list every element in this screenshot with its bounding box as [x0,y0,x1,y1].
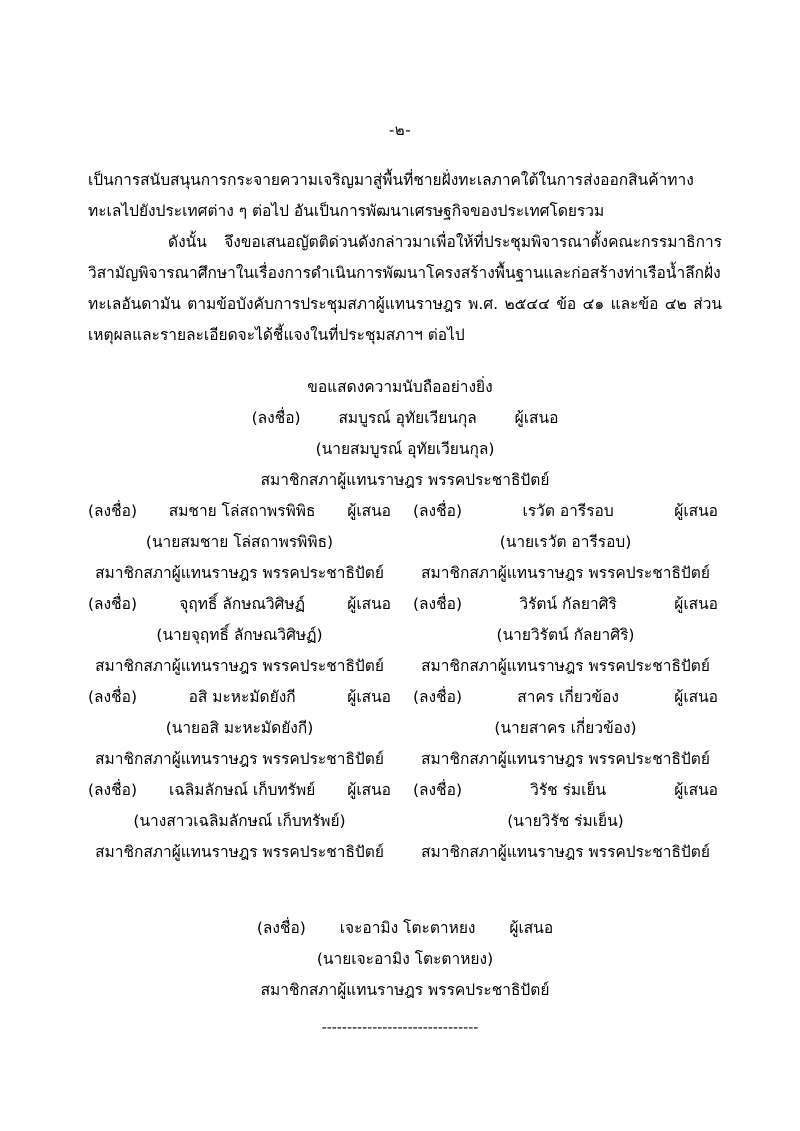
signature-row-4 [88,775,722,868]
final-signature-line [88,913,722,944]
signature-name: จุฤทธิ์ ลักษณวิศิษฏ์ [179,595,305,613]
signature-role: สมาชิกสภาผู้แทนราษฎร พรรคประชาธิปัตย์ [421,657,710,675]
signature-line [405,496,722,527]
signature-role: สมาชิกสภาผู้แทนราษฎร พรรคประชาธิปัตย์ [421,750,710,768]
signature-name: สมบูรณ์ อุทัยเวียนกุล [338,409,477,427]
proposer-label: ผู้เสนอ [347,781,391,799]
lead-signature-role: สมาชิกสภาผู้แทนราษฎร พรรคประชาธิปัตย์ [260,471,550,489]
signature-name: สมชาย โล่สถาพรพิพิธ [168,502,316,520]
body-text [88,165,722,351]
signature-role: สมาชิกสภาผู้แทนราษฎร พรรคประชาธิปัตย์ [95,843,384,861]
signature-name: วิรัตน์ กัลยาศิริ [519,595,617,613]
signature-fullname: (นางสาวเฉลิมลักษณ์ เก็บทรัพย์) [133,812,346,830]
final-signature-fullname: (นายเจะอามิง โตะตาหยง) [316,950,494,968]
signature-row-1 [88,496,722,589]
signature-row-2 [88,589,722,682]
lead-signature-line [88,403,722,434]
signature-fullname: (นายสาคร เกี่ยวข้อง) [494,719,637,737]
signature-role: สมาชิกสภาผู้แทนราษฎร พรรคประชาธิปัตย์ [421,564,710,582]
lead-signature-fullname: (นายสมบูรณ์ อุทัยเวียนกุล) [315,440,495,458]
signature-name: สาคร เกี่ยวข้อง [517,688,619,706]
signature-line [405,775,722,806]
proposer-label: ผู้เสนอ [674,502,718,520]
lead-signature-block [88,403,722,496]
signature-line [88,682,405,713]
signature-fullname: (นายวิรัตน์ กัลยาศิริ) [496,626,635,644]
signature-fullname: (นายสมชาย โล่สถาพรพิพิธ) [145,533,334,551]
proposer-label: ผู้เสนอ [674,781,718,799]
signature-fullname: (นายเรวัต อารีรอบ) [499,533,632,551]
signature-name: เฉลิมลักษณ์ เก็บทรัพย์ [168,781,316,799]
proposer-label: ผู้เสนอ [514,409,559,427]
signature-role: สมาชิกสภาผู้แทนราษฎร พรรคประชาธิปัตย์ [95,564,384,582]
signature-label: (ลงชื่อ) [413,502,462,520]
signature-label: (ลงชื่อ) [88,688,137,706]
proposer-label: ผู้เสนอ [347,595,391,613]
signature-line [88,775,405,806]
signature-fullname: (นายอสิ มะหะมัดยังกี) [165,719,314,737]
signature-line [405,589,722,620]
signature-label: (ลงชื่อ) [256,919,306,937]
signature-line [405,682,722,713]
proposer-label: ผู้เสนอ [347,688,391,706]
signature-role: สมาชิกสภาผู้แทนราษฎร พรรคประชาธิปัตย์ [95,750,384,768]
signature-line [88,589,405,620]
signature-role: สมาชิกสภาผู้แทนราษฎร พรรคประชาธิปัตย์ [95,657,384,675]
signature-row-3 [88,682,722,775]
proposer-label: ผู้เสนอ [674,595,718,613]
signature-fullname: (นายจุฤทธิ์ ลักษณวิศิษฏ์) [156,626,323,644]
signature-label: (ลงชื่อ) [413,595,462,613]
final-signature-role: สมาชิกสภาผู้แทนราษฎร พรรคประชาธิปัตย์ [260,981,550,999]
footer-divider: ------------------------------- [321,1020,479,1036]
signature-name: เรวัต อารีรอบ [522,502,614,520]
proposer-label: ผู้เสนอ [509,919,554,937]
signature-line [88,496,405,527]
signature-fullname: (นายวิรัช ร่มเย็น) [507,812,624,830]
proposer-label: ผู้เสนอ [674,688,718,706]
signature-name: เจะอามิง โตะตาหยง [339,919,476,937]
signature-label: (ลงชื่อ) [413,781,462,799]
paragraph-1: เป็นการสนับสนุนการกระจายความเจริญมาสู่พื้นที่ชายฝั่งทะเลภาคใต้ในการส่งออกสินค้าทางทะเลไปยังประเทศต่าง ๆ ต่อไป อันเป็นการพัฒนาเศรษฐกิจของประเทศโดยรวม [88,171,694,220]
closing-salutation: ขอแสดงความนับถืออย่างยิ่ง [307,378,493,396]
signature-label: (ลงชื่อ) [88,502,137,520]
signature-role: สมาชิกสภาผู้แทนราษฎร พรรคประชาธิปัตย์ [421,843,710,861]
proposer-label: ผู้เสนอ [347,502,391,520]
signature-name: วิรัช ร่มเย็น [530,781,607,799]
signature-label: (ลงชื่อ) [251,409,301,427]
final-signature-block [88,913,722,1006]
signature-label: (ลงชื่อ) [88,595,137,613]
signature-label: (ลงชื่อ) [88,781,137,799]
paragraph-2: ดังนั้น จึงขอเสนอญัตติด่วนดังกล่าวมาเพื่อให้ที่ประชุมพิจารณาตั้งคณะกรรมาธิการวิสามัญพิจารณาศึกษาในเรื่องการดำเนินการพัฒนาโครงสร้างพื้นฐานและก่อสร้างท่าเรือน้ำลึกฝั่งทะเลอันดามัน ตามข้อบังคับการประชุมสภาผู้แทนราษฎร พ.ศ. ๒๕๔๔ ข้อ ๔๑ และข้อ ๔๒ ส่วนเหตุผลและรายละเอียดจะได้ชี้แจงในที่ประชุมสภาฯ ต่อไป [88,233,722,344]
signature-name: อสิ มะหะมัดยังกี [188,688,296,706]
page-number: -๒- [388,121,412,139]
signature-label: (ลงชื่อ) [413,688,462,706]
